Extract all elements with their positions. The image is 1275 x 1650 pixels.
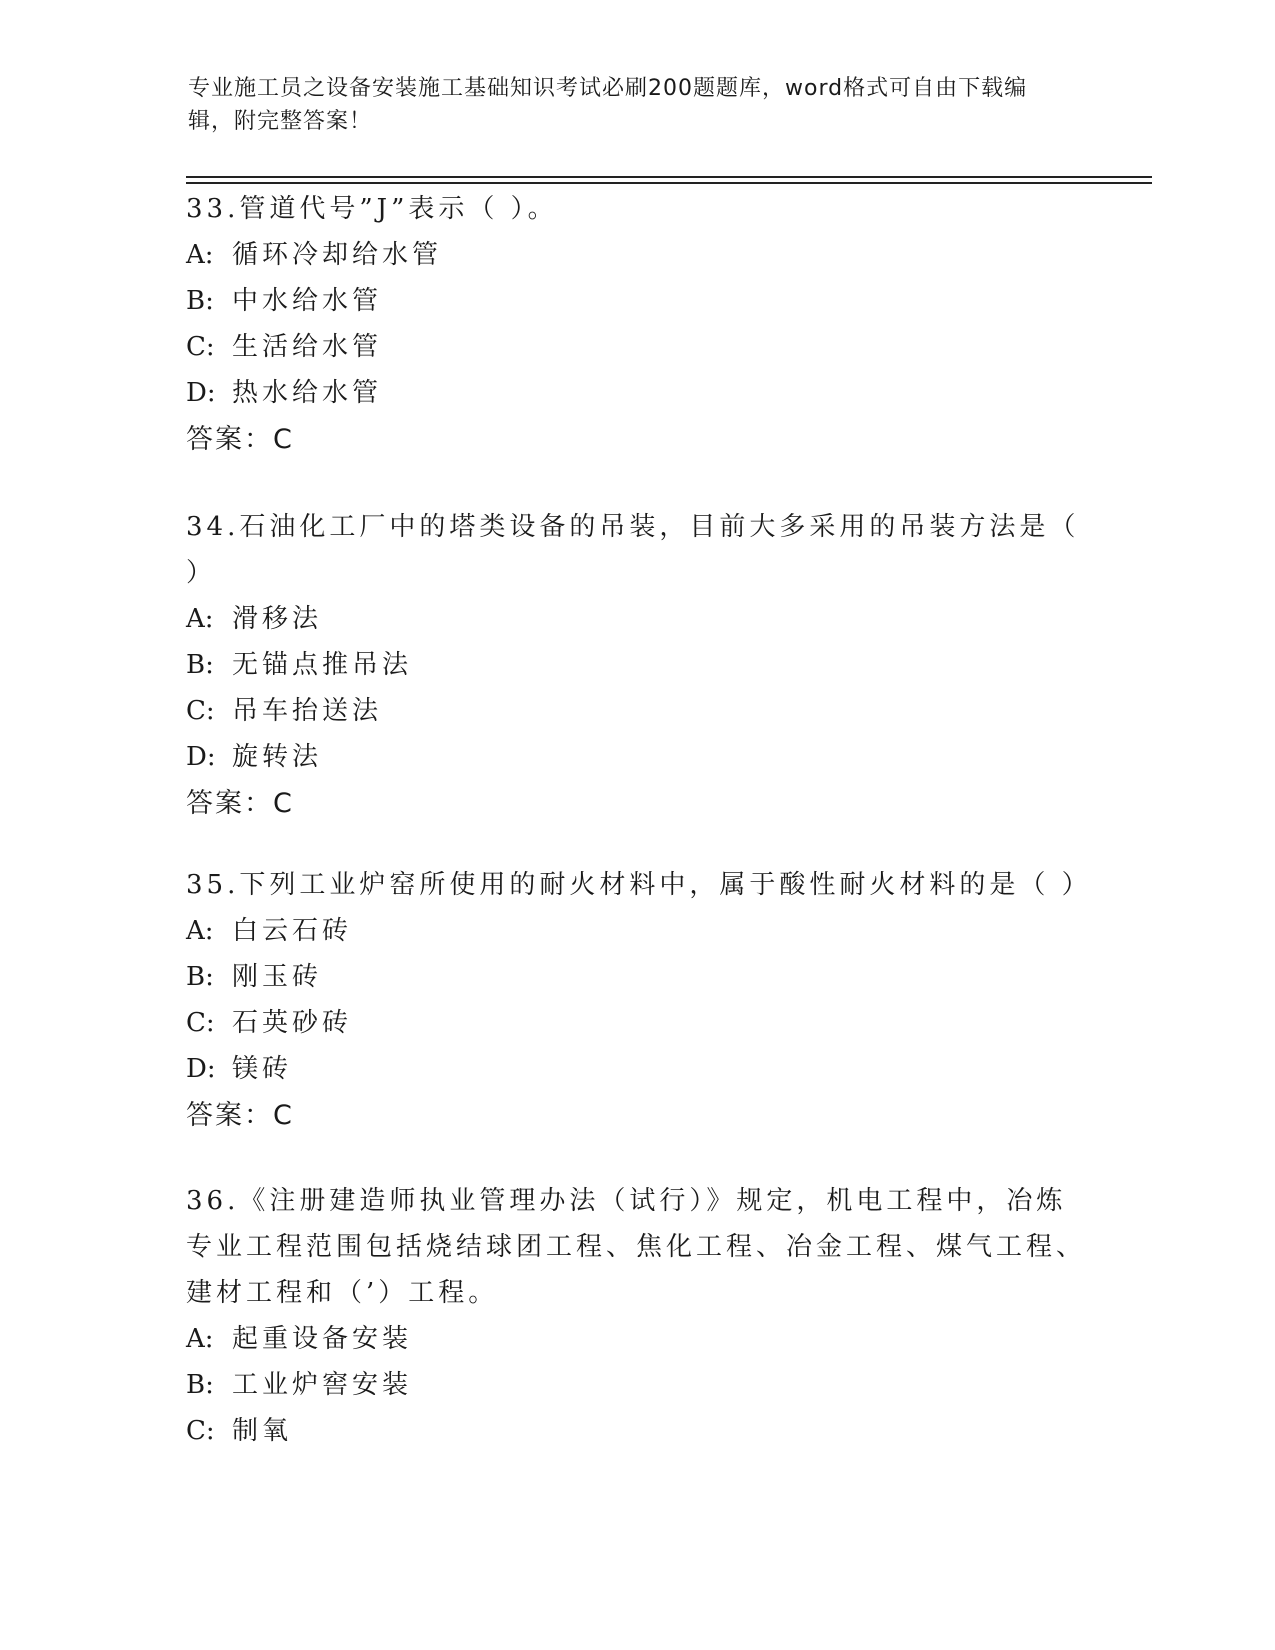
option-c bbox=[186, 1408, 1086, 1454]
option-letter: C: bbox=[186, 332, 215, 362]
option-text: 白云石砖 bbox=[232, 916, 353, 946]
option-text: 无锚点推吊法 bbox=[232, 650, 413, 680]
header-divider-bottom bbox=[186, 182, 1152, 184]
option-letter: C: bbox=[186, 696, 215, 726]
option-a bbox=[186, 908, 1086, 954]
answer-line: 答案：C bbox=[186, 424, 294, 455]
option-text: 旋转法 bbox=[232, 742, 323, 772]
option-b bbox=[186, 1362, 1086, 1408]
option-c bbox=[186, 688, 1086, 734]
question-text: 33.管道代号”J”表示（ ）。 bbox=[186, 194, 558, 224]
option-letter: A: bbox=[186, 1324, 214, 1354]
option-letter: D: bbox=[186, 1054, 216, 1084]
option-text: 吊车抬送法 bbox=[232, 696, 383, 726]
option-text: 循环冷却给水管 bbox=[232, 240, 443, 270]
header-divider-top bbox=[186, 176, 1152, 178]
option-letter: B: bbox=[186, 650, 214, 680]
option-letter: B: bbox=[186, 962, 214, 992]
option-letter: A: bbox=[186, 240, 214, 270]
option-d bbox=[186, 370, 1086, 416]
option-b bbox=[186, 954, 1086, 1000]
option-a bbox=[186, 232, 1086, 278]
option-letter: C: bbox=[186, 1416, 215, 1446]
question-text: 34.石油化工厂中的塔类设备的吊装，目前大多采用的吊装方法是（ ） bbox=[186, 512, 1092, 588]
option-letter: C: bbox=[186, 1008, 215, 1038]
option-a bbox=[186, 596, 1086, 642]
option-text: 生活给水管 bbox=[232, 332, 383, 362]
question-35 bbox=[186, 862, 1092, 1140]
option-text: 热水给水管 bbox=[232, 378, 383, 408]
option-text: 石英砂砖 bbox=[232, 1008, 353, 1038]
option-letter: B: bbox=[186, 1370, 214, 1400]
option-text: 刚玉砖 bbox=[232, 962, 323, 992]
question-text: 35.下列工业炉窑所使用的耐火材料中，属于酸性耐火材料的是（ ） bbox=[186, 870, 1092, 900]
option-letter: A: bbox=[186, 916, 214, 946]
option-text: 镁砖 bbox=[232, 1054, 293, 1084]
option-b bbox=[186, 642, 1086, 688]
option-text: 中水给水管 bbox=[232, 286, 383, 316]
answer-line: 答案：C bbox=[186, 788, 294, 819]
option-letter: B: bbox=[186, 286, 214, 316]
option-letter: A: bbox=[186, 604, 214, 634]
option-letter: D: bbox=[186, 742, 216, 772]
question-text: 36.《注册建造师执业管理办法（试行）》规定，机电工程中，冶炼专业工程范围包括烧结球团工程、焦化工程、冶金工程、煤气工程、建材工程和（’）工程。 bbox=[186, 1186, 1087, 1308]
option-d bbox=[186, 1046, 1086, 1092]
option-d bbox=[186, 734, 1086, 780]
option-letter: D: bbox=[186, 378, 216, 408]
option-text: 工业炉窖安装 bbox=[232, 1370, 413, 1400]
document-header: 专业施工员之设备安装施工基础知识考试必刷200题题库，word格式可自由下载编辑，附完整答案！ bbox=[188, 76, 1028, 134]
answer-line: 答案：C bbox=[186, 1100, 294, 1131]
option-text: 起重设备安装 bbox=[232, 1324, 413, 1354]
option-text: 制氧 bbox=[232, 1416, 293, 1446]
option-c bbox=[186, 1000, 1086, 1046]
option-c bbox=[186, 324, 1086, 370]
option-a bbox=[186, 1316, 1086, 1362]
question-34 bbox=[186, 504, 1092, 828]
question-33 bbox=[186, 186, 1086, 464]
option-text: 滑移法 bbox=[232, 604, 323, 634]
question-36 bbox=[186, 1178, 1086, 1454]
option-b bbox=[186, 278, 1086, 324]
